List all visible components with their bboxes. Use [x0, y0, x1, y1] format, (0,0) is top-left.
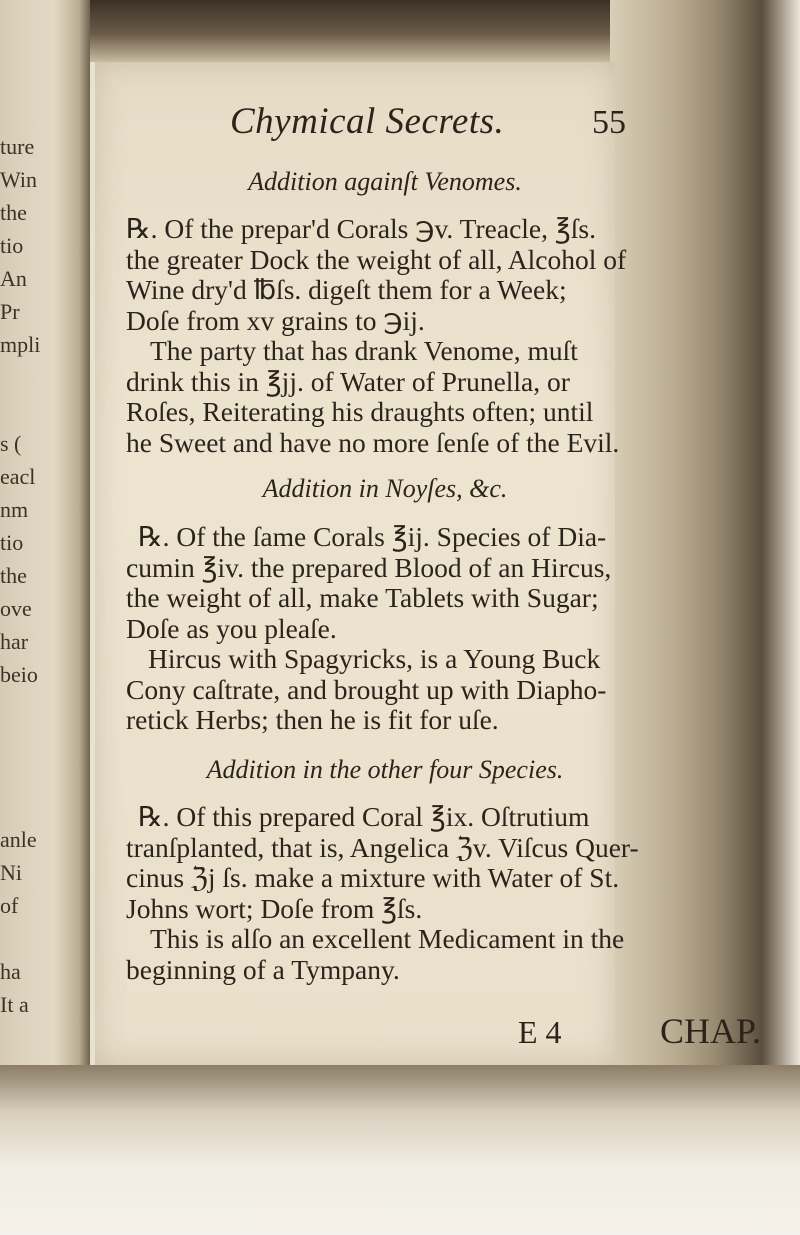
- edge-fragment: har: [0, 629, 29, 654]
- edge-fragment: Pr: [0, 299, 20, 324]
- edge-fragment: ha: [0, 959, 21, 984]
- text-line: tranſplanted, that is, Angelica ℨv. Viſcus Quer-: [126, 831, 639, 863]
- section-heading: Addition in Noyſes, &c.: [262, 474, 508, 503]
- paragraph: [126, 643, 648, 736]
- edge-fragment: [0, 922, 90, 955]
- catchword: CHAP.: [660, 1011, 762, 1051]
- scan-bottom-edge: [0, 1065, 800, 1235]
- text-line: Doſe from xv grains to ℈ij.: [126, 304, 425, 336]
- text-line: he Sweet and have no more ſenſe of the Evil.: [126, 426, 620, 458]
- text-line: ℞. Of the ſame Corals ℥ij. Species of Dia-: [138, 521, 607, 552]
- facing-page-edge-text: [0, 130, 90, 1021]
- edge-fragment: mpli: [0, 332, 41, 357]
- text-line: Wine dry'd ℔ſs. digeſt them for a Week;: [126, 274, 567, 305]
- edge-fragment: [0, 790, 90, 823]
- edge-fragment: An: [0, 266, 27, 291]
- text-line: Doſe as you pleaſe.: [126, 612, 337, 644]
- edge-fragment: tio: [0, 530, 24, 555]
- edge-fragment: Win: [0, 167, 37, 192]
- paragraph: [126, 335, 650, 458]
- edge-fragment: the: [0, 200, 27, 225]
- text-line: cumin ℥iv. the prepared Blood of an Hircus,: [126, 551, 612, 583]
- edge-fragment: tio: [0, 233, 24, 258]
- edge-fragment: [0, 757, 90, 790]
- text-line: ℞. Of the prepar'd Corals ℈v. Treacle, ℥ſs.: [126, 213, 596, 244]
- edge-fragment: eacl: [0, 464, 36, 489]
- text-line: Roſes, Reiterating his draughts often; until: [126, 396, 594, 427]
- text-line: ℞. Of this prepared Coral ℥ix. Oſtrutium: [138, 801, 590, 832]
- edge-fragment: of: [0, 893, 19, 918]
- text-line: Hircus with Spagyricks, is a Young Buck: [148, 643, 601, 674]
- text-line: drink this in ℥jj. of Water of Prunella, or: [126, 365, 570, 397]
- edge-fragment: [0, 724, 90, 757]
- signature-mark: E 4: [518, 1014, 562, 1050]
- text-line: cinus ℨj ſs. make a mixture with Water of St.: [126, 862, 620, 893]
- paragraph: [126, 522, 626, 644]
- page-number: 55: [592, 104, 626, 141]
- edge-fragment: ove: [0, 596, 32, 621]
- edge-fragment: anle: [0, 827, 37, 852]
- text-line: This is alſo an excellent Medicament in the: [150, 923, 625, 954]
- text-line: the weight of all, make Tablets with Sugar;: [126, 582, 599, 613]
- edge-fragment: nm: [0, 497, 29, 522]
- text-line: retick Herbs; then he is fit for uſe.: [126, 704, 499, 735]
- edge-fragment: beio: [0, 662, 38, 687]
- edge-fragment: Ni: [0, 860, 22, 885]
- text-line: Cony caſtrate, and brought up with Diapho-: [126, 673, 607, 705]
- edge-fragment: ture: [0, 134, 35, 159]
- edge-fragment: the: [0, 563, 27, 588]
- running-head: Chymical Secrets.: [230, 101, 505, 142]
- paragraph: [126, 214, 626, 336]
- edge-fragment: s (: [0, 431, 22, 456]
- edge-fragment: [0, 691, 90, 724]
- paragraph: [126, 923, 650, 985]
- text-line: beginning of a Tympany.: [126, 953, 400, 985]
- edge-fragment: It a: [0, 992, 29, 1017]
- text-line: the greater Dock the weight of all, Alcohol of: [126, 243, 627, 275]
- text-line: The party that has drank Venome, muſt: [150, 335, 578, 366]
- edge-fragment: [0, 361, 90, 394]
- edge-fragment: [0, 394, 90, 427]
- section-heading: Addition againſt Venomes.: [248, 167, 522, 196]
- section-heading: Addition in the other four Species.: [206, 755, 564, 784]
- text-line: Johns wort; Doſe from ℥ſs.: [126, 892, 423, 924]
- paragraph: [126, 801, 639, 924]
